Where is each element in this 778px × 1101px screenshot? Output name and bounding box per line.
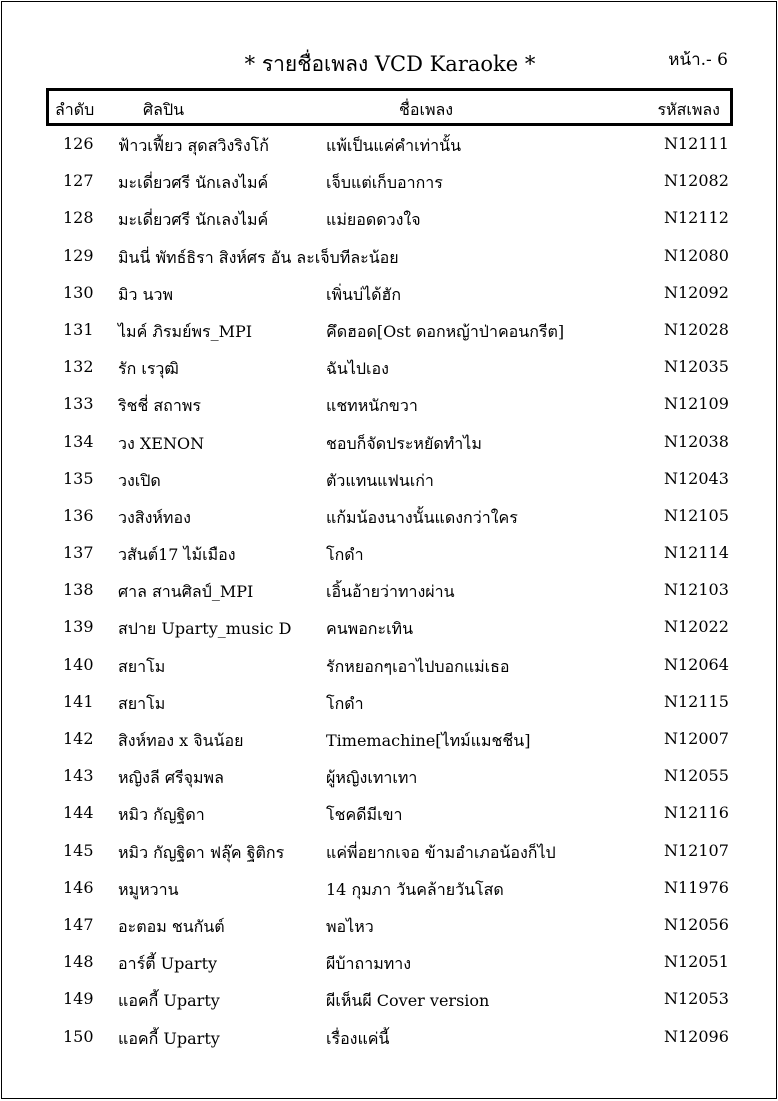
table-row [2, 163, 778, 200]
table-row [2, 238, 778, 275]
row-number: 128 [63, 208, 94, 228]
row-number: 131 [63, 319, 94, 339]
header-song: ชื่อเพลง [399, 100, 454, 119]
row-number: 144 [63, 803, 94, 823]
document-page [1, 1, 777, 1099]
table-row [2, 647, 778, 684]
artist-name: มะเดี่ยวศรี นักเลงไมค์ [118, 173, 269, 193]
row-number: 129 [63, 245, 94, 265]
artist-name: หมิว กัญฐิดา [118, 805, 205, 825]
song-code: N12038 [664, 431, 729, 451]
song-code: N12022 [664, 617, 729, 637]
song-code: N12112 [664, 208, 729, 228]
row-number: 130 [63, 282, 94, 302]
song-code: N12007 [664, 729, 729, 748]
song-code: N12092 [664, 282, 729, 302]
artist-name: หมูหวาน [118, 879, 179, 899]
row-number: 135 [63, 468, 94, 488]
song-code: N12028 [664, 319, 729, 339]
artist-name: มิว นวพ [118, 284, 174, 304]
table-header [46, 88, 733, 126]
song-code: N12035 [664, 357, 729, 377]
row-number: 132 [63, 357, 94, 377]
song-title: โกดำ [326, 693, 364, 713]
row-number: 133 [63, 394, 94, 414]
artist-name: วงสิงห์ทอง [118, 507, 191, 527]
song-title: 14 กุมภา วันคล้ายวันโสด [326, 879, 504, 899]
table-row [2, 461, 778, 498]
song-title: รักหยอกๆเอาไปบอกแม่เธอ [326, 656, 510, 676]
row-number: 145 [63, 840, 94, 860]
row-number: 138 [63, 580, 94, 600]
table-row [2, 870, 778, 907]
artist-name: วง XENON [118, 433, 205, 453]
song-code: N12051 [664, 952, 729, 972]
song-code: N12053 [664, 989, 729, 1009]
artist-name: หญิงลี ศรีจุมพล [118, 768, 224, 788]
row-number: 142 [63, 729, 94, 748]
table-row [2, 386, 778, 423]
song-title: โชคดีมีเขา [326, 805, 403, 825]
artist-name: ฟ้าวเฟี้ยว สุดสวิงริงโก้ [118, 136, 269, 155]
table-row [2, 1019, 778, 1056]
table-row [2, 795, 778, 832]
table-row [2, 684, 778, 721]
artist-name: ศาล สานศิลป์_MPI [118, 582, 254, 602]
song-title: เพิ่นบ่ได้ฮัก [326, 284, 401, 304]
table-row [2, 312, 778, 349]
row-number: 134 [63, 431, 94, 451]
artist-name: วสันต์17 ไม้เมือง [118, 545, 236, 565]
row-number: 126 [63, 134, 94, 153]
song-code: N12043 [664, 468, 729, 488]
artist-name: สิงห์ทอง x จินน้อย [118, 731, 244, 750]
song-title: แชทหนักขวา [326, 396, 418, 416]
artist-name: สยาโม [118, 656, 166, 676]
artist-name: สยาโม [118, 693, 166, 713]
song-title: ผีบ้าถามทาง [326, 954, 412, 974]
song-code: N12096 [664, 1026, 729, 1046]
document-title: * รายชื่อเพลง VCD Karaoke * [244, 52, 536, 76]
table-row [2, 609, 778, 646]
row-number: 146 [63, 877, 94, 897]
song-code: N11976 [664, 877, 729, 897]
song-code: N12115 [664, 691, 729, 711]
song-code: N12109 [664, 394, 729, 414]
song-title: แม่ยอดดวงใจ [326, 210, 421, 230]
row-number: 141 [63, 691, 94, 711]
song-code: N12103 [664, 580, 729, 600]
row-number: 139 [63, 617, 94, 637]
song-code: N12080 [664, 245, 729, 265]
song-code: N12107 [664, 840, 729, 860]
table-row [2, 981, 778, 1018]
song-code: N12105 [664, 505, 729, 525]
song-code: N12055 [664, 766, 729, 786]
song-title: เจ็บแต่เก็บอาการ [326, 173, 443, 193]
table-row [2, 535, 778, 572]
table-row [2, 833, 778, 870]
song-title: ผีเห็นผี Cover version [326, 991, 490, 1011]
table-row [2, 200, 778, 237]
song-title: เรื่องแค่นี้ [326, 1028, 390, 1048]
artist-name: สปาย Uparty_music D [118, 619, 292, 639]
song-code: N12116 [664, 803, 729, 823]
table-row [2, 275, 778, 312]
row-number: 148 [63, 952, 94, 972]
table-row [2, 907, 778, 944]
song-code: N12056 [664, 914, 729, 934]
table-row [2, 572, 778, 609]
song-title: แพ้เป็นแค่คำเท่านั้น [326, 136, 461, 155]
song-title: ฉันไปเอง [326, 359, 389, 379]
row-number: 127 [63, 171, 94, 191]
song-title: คนพอกะเทิน [326, 619, 414, 639]
artist-name: แอคกี้ Uparty [118, 1028, 220, 1048]
table-row [2, 498, 778, 535]
song-title: เอิ้นอ้ายว่าทางผ่าน [326, 582, 455, 602]
song-title: Timemachine[ไทม์แมชชีน] [326, 731, 531, 750]
artist-name: มินนี่ พัทธ์ธิรา สิงห์ศร อัน ละเจ็บทีละน้อย [118, 247, 399, 267]
artist-name: แอคกี้ Uparty [118, 991, 220, 1011]
artist-name: อะตอม ชนกันต์ [118, 916, 225, 936]
song-title: พอไหว [326, 916, 374, 936]
row-number: 137 [63, 543, 94, 563]
song-title: ชอบก็จัดประหยัดทำไม [326, 433, 482, 453]
table-row [2, 126, 778, 163]
artist-name: ไมค์ ภิรมย์พร_MPI [118, 321, 253, 341]
artist-name: วงเปิด [118, 470, 161, 490]
song-title: คึดฮอด[Ost ดอกหญ้าป่าคอนกรีต] [326, 321, 565, 341]
song-title: ผู้หญิงเทาเทา [326, 768, 418, 788]
table-row [2, 424, 778, 461]
artist-name: รัก เรวุฒิ [118, 359, 179, 379]
page-number: หน้า.- 6 [668, 50, 728, 70]
song-title: โกดำ [326, 545, 364, 565]
song-code: N12111 [664, 134, 729, 153]
row-number: 149 [63, 989, 94, 1009]
row-number: 150 [63, 1026, 94, 1046]
artist-name: ริชชี่ สถาพร [118, 396, 201, 416]
song-title: ตัวแทนแฟนเก่า [326, 470, 434, 490]
row-number: 143 [63, 766, 94, 786]
song-code: N12082 [664, 171, 729, 191]
table-row [2, 349, 778, 386]
song-code: N12114 [664, 543, 729, 563]
row-number: 140 [63, 654, 94, 674]
artist-name: หมิว กัญฐิดา ฟลุ๊ค ฐิติกร [118, 842, 285, 862]
row-number: 136 [63, 505, 94, 525]
row-number: 147 [63, 914, 94, 934]
table-row [2, 721, 778, 758]
artist-name: มะเดี่ยวศรี นักเลงไมค์ [118, 210, 269, 230]
song-code: N12064 [664, 654, 729, 674]
header-artist: ศิลปิน [143, 100, 185, 119]
table-row [2, 758, 778, 795]
song-table-body [2, 126, 778, 1056]
song-title: แค่พี่อยากเจอ ข้ามอำเภอน้องก็ไป [326, 842, 556, 862]
song-title: แก้มน้องนางนั้นแดงกว่าใคร [326, 507, 518, 527]
header-code: รหัสเพลง [657, 100, 720, 119]
table-row [2, 944, 778, 981]
artist-name: อาร์ตี้ Uparty [118, 954, 218, 974]
header-no: ลำดับ [55, 100, 95, 119]
